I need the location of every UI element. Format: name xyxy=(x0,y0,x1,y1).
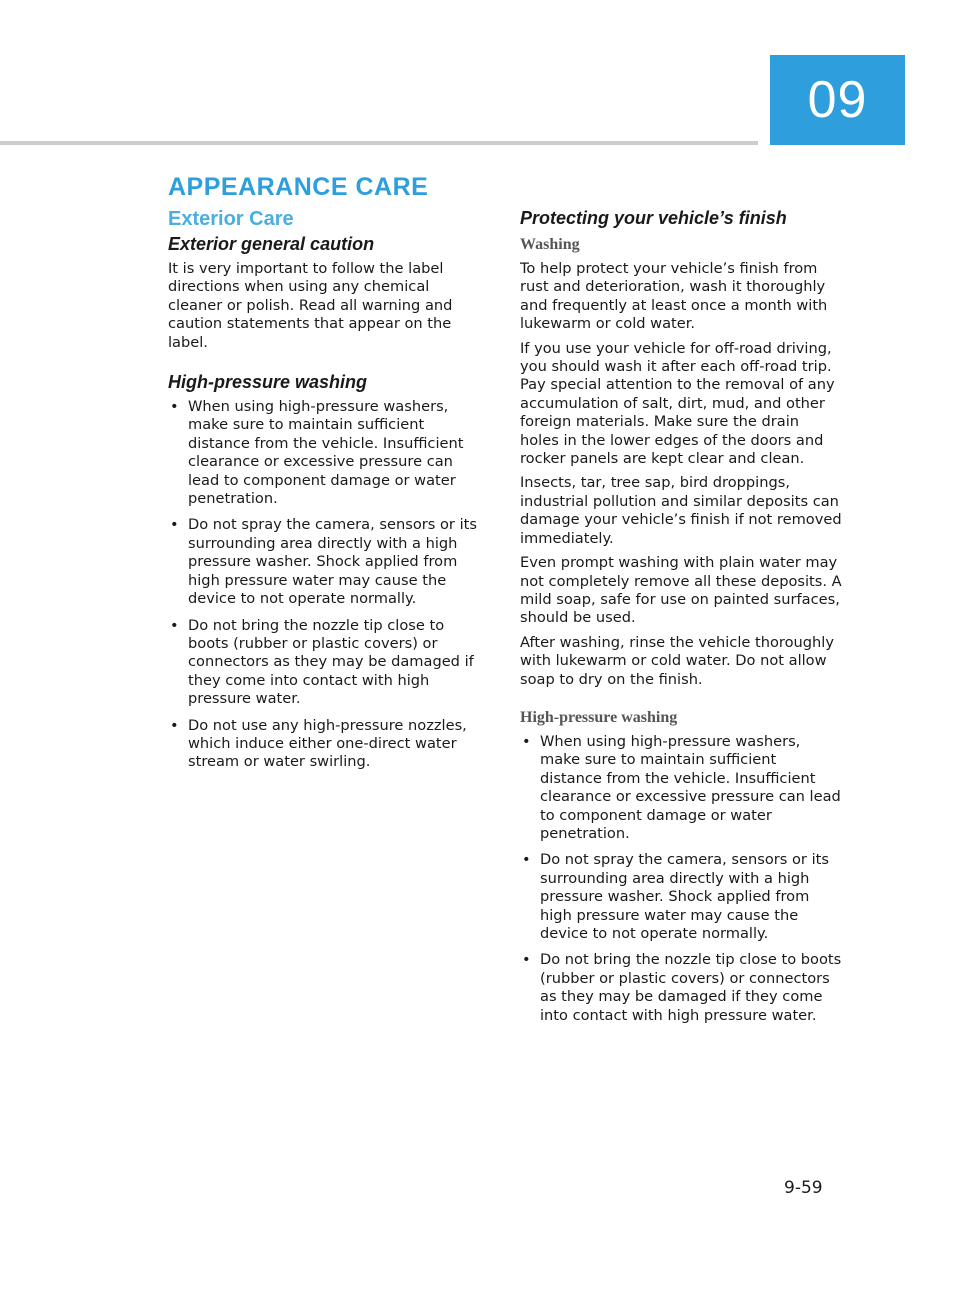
list-item-text: Do not spray the camera, sensors or its surrounding area directly with a high pressure washer. Shock applied from high pressure water may cause the device to not operate normally. xyxy=(188,516,477,608)
list-item-text: Do not spray the camera, sensors or its surrounding area directly with a high pressure washer. Shock applied from high pressure water may cause the device to not operate normally. xyxy=(540,851,829,942)
list-item-text: When using high-pressure washers, make sure to maintain sufficient distance from the vehicle. Insufficient clearance or excessive pressure can lead to component damage or water penetration. xyxy=(540,732,841,842)
hp-list-right xyxy=(520,733,842,1025)
list-item xyxy=(168,617,486,709)
washing-heading: Washing xyxy=(520,236,580,253)
header-rule xyxy=(0,141,758,145)
general-caution-text: It is very important to follow the label directions when using any chemical cleaner or polish. Read all warning and caution statements that appear on the label. xyxy=(168,260,453,351)
list-item-text: Do not bring the nozzle tip close to boots (rubber or plastic covers) or connectors as they may be damaged if they come into contact with high pressure water. xyxy=(188,616,474,708)
bullet-icon: • xyxy=(522,851,531,869)
list-item-text: Do not use any high-pressure nozzles, which induce either one-direct water stream or water swirling. xyxy=(188,716,467,771)
bullet-icon: • xyxy=(170,516,179,534)
hp-list-left xyxy=(168,398,486,772)
section-title: APPEARANCE CARE xyxy=(168,173,429,201)
list-item-text: When using high-pressure washers, make sure to maintain sufficient distance from the vehicle. Insufficient clearance or excessive pressure can lead to component damage or water penetration. xyxy=(188,398,464,508)
bullet-icon: • xyxy=(522,732,531,750)
bullet-icon: • xyxy=(170,716,179,734)
list-item xyxy=(168,516,486,608)
washing-paragraph: To help protect your vehicle’s finish from rust and deterioration, wash it thoroughly and frequently at least once a month with lukewarm or cold water. xyxy=(520,260,828,333)
hp-washing-heading-right: High-pressure washing xyxy=(520,708,678,726)
washing-paragraph: After washing, rinse the vehicle thoroughly with lukewarm or cold water. Do not allow soap to dry on the finish. xyxy=(520,633,834,688)
list-item-text: Do not bring the nozzle tip close to boots (rubber or plastic covers) or connectors as they may be damaged if they come into contact with high pressure water. xyxy=(540,951,842,1024)
bullet-icon: • xyxy=(170,398,179,416)
list-item xyxy=(520,951,842,1025)
washing-paragraph: Insects, tar, tree sap, bird droppings, industrial pollution and similar deposits can damage your vehicle’s finish if not removed immediately. xyxy=(520,474,842,547)
list-item xyxy=(168,398,486,508)
list-item xyxy=(520,733,842,843)
bullet-icon: • xyxy=(522,951,531,969)
protecting-finish-heading: Protecting your vehicle’s finish xyxy=(520,208,787,228)
washing-paragraph: If you use your vehicle for off-road driving, you should wash it after each off-road trip. Pay special attention to the removal of any accumulation of salt, dirt, mud, and other foreign materials. Make sure the drain holes in the lower edges of the doors and rocker panels are kept clear and clean. xyxy=(520,339,835,468)
list-item xyxy=(520,851,842,943)
chapter-tab: 09 xyxy=(770,55,905,145)
page-number: 9-59 xyxy=(784,1178,823,1198)
exterior-care-heading: Exterior Care xyxy=(168,208,294,230)
hp-washing-heading-left: High-pressure washing xyxy=(168,372,368,393)
general-caution-heading: Exterior general caution xyxy=(168,234,375,254)
list-item xyxy=(168,717,486,772)
bullet-icon: • xyxy=(170,616,179,634)
right-column xyxy=(520,206,842,1033)
washing-paragraph: Even prompt washing with plain water may not completely remove all these deposits. A mild soap, safe for use on painted surfaces, should be used. xyxy=(520,554,842,627)
left-column xyxy=(168,206,486,780)
